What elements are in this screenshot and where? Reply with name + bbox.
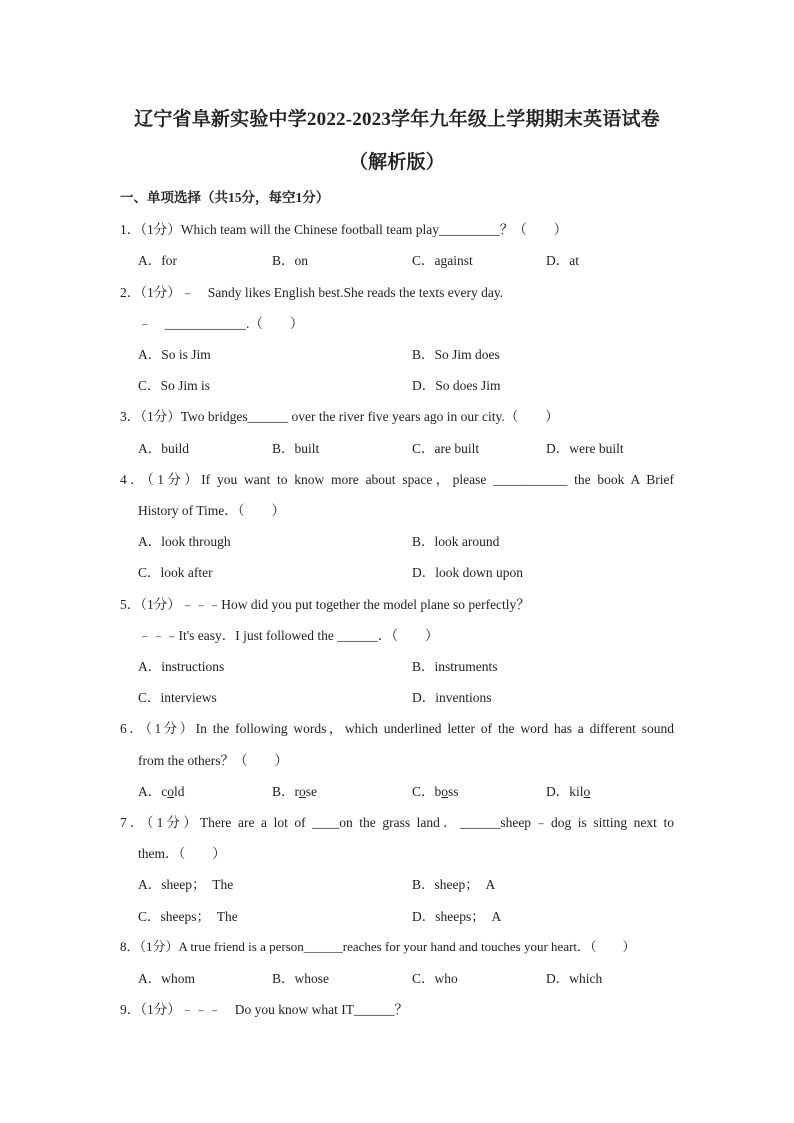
question-4-option-b: B．look around xyxy=(412,534,500,549)
option-c-suffix: ss xyxy=(448,784,459,799)
question-2-stem-line2: ﹣ ____________.（ ） xyxy=(138,316,304,331)
underlined-letter: o xyxy=(441,784,449,799)
question-3-option-b: B．built xyxy=(272,441,320,456)
option-a-suffix: ld xyxy=(174,784,185,799)
question-2-option-d: D．So does Jim xyxy=(412,378,501,393)
underlined-letter: o xyxy=(299,784,306,799)
option-b-prefix: B．r xyxy=(272,784,299,799)
question-2-stem: 2．（1分）﹣ Sandy likes English best.She reads the texts every day. xyxy=(120,285,504,300)
question-1-stem: 1．（1分）Which team will the Chinese football team play_________？（ ） xyxy=(120,222,568,237)
exam-subtitle: （解析版） xyxy=(348,152,445,173)
question-1-option-c: C．against xyxy=(412,253,473,268)
question-7-option-c: C．sheeps； The xyxy=(138,909,238,924)
question-6-stem-line2: from the others？（ ） xyxy=(138,753,288,768)
underlined-letter: o xyxy=(583,784,591,799)
section-heading: 一、单项选择（共15分，每空1分） xyxy=(120,190,330,205)
question-3-option-c: C．are built xyxy=(412,441,480,456)
question-1-option-b: B．on xyxy=(272,253,309,268)
question-5-stem: 5．（1分）﹣﹣﹣How did you put together the model plane so perfectly？ xyxy=(120,597,530,612)
question-2-option-a: A．So is Jim xyxy=(138,347,211,362)
question-5-stem-line2: ﹣﹣﹣It's easy．I just followed the ______．（ ） xyxy=(138,628,439,643)
question-5-option-a: A．instructions xyxy=(138,659,225,674)
question-6-option-d xyxy=(546,780,590,800)
question-4-stem-line2: History of Time．（ ） xyxy=(138,503,286,518)
question-4-stem: 4．（1分）If you want to know more about space，please ___________ the book A Brief xyxy=(120,472,674,487)
question-8-option-b: B．whose xyxy=(272,971,329,986)
question-7-option-a: A．sheep； The xyxy=(138,877,234,892)
question-5-option-b: B．instruments xyxy=(412,659,498,674)
question-7-option-b: B．sheep； A xyxy=(412,877,496,892)
question-3-stem: 3．（1分）Two bridges______ over the river five years ago in our city.（ ） xyxy=(120,409,559,424)
question-6-option-a xyxy=(138,780,185,800)
option-d-prefix: D．kil xyxy=(546,784,584,799)
question-1-option-a: A．for xyxy=(138,253,177,268)
question-3-option-d: D．were built xyxy=(546,441,624,456)
question-9-stem: 9．（1分）﹣﹣﹣ Do you know what IT______？ xyxy=(120,1002,408,1017)
question-6-option-c xyxy=(412,780,459,800)
question-1-option-d: D．at xyxy=(546,253,579,268)
question-4-option-c: C．look after xyxy=(138,565,213,580)
question-8-stem: 8．（1分）A true friend is a person______reaches for your hand and touches your heart．（ ） xyxy=(120,939,636,954)
option-c-prefix: C．b xyxy=(412,784,442,799)
question-4-option-d: D．look down upon xyxy=(412,565,523,580)
question-4-option-a: A．look through xyxy=(138,534,231,549)
exam-title: 辽宁省阜新实验中学2022-2023学年九年级上学期期末英语试卷 xyxy=(134,109,660,130)
question-7-option-d: D．sheeps； A xyxy=(412,909,502,924)
option-b-suffix: se xyxy=(305,784,317,799)
underlined-letter: o xyxy=(167,784,174,799)
question-2-option-b: B．So Jim does xyxy=(412,347,500,362)
question-5-option-c: C．interviews xyxy=(138,690,217,705)
question-8-option-a: A．whom xyxy=(138,971,195,986)
question-8-option-d: D．which xyxy=(546,971,603,986)
question-6-stem: 6．（1分）In the following words，which underlined letter of the word has a different sound xyxy=(120,721,674,736)
question-7-stem: 7．（1分）There are a lot of ____on the grass land．______sheep﹣dog is sitting next to xyxy=(120,815,674,830)
question-6-option-b xyxy=(272,780,317,800)
question-3-option-a: A．build xyxy=(138,441,190,456)
question-7-stem-line2: them．（ ） xyxy=(138,846,226,861)
question-5-option-d: D．inventions xyxy=(412,690,492,705)
option-a-prefix: A．c xyxy=(138,784,168,799)
question-2-option-c: C．So Jim is xyxy=(138,378,211,393)
question-8-option-c: C．who xyxy=(412,971,458,986)
